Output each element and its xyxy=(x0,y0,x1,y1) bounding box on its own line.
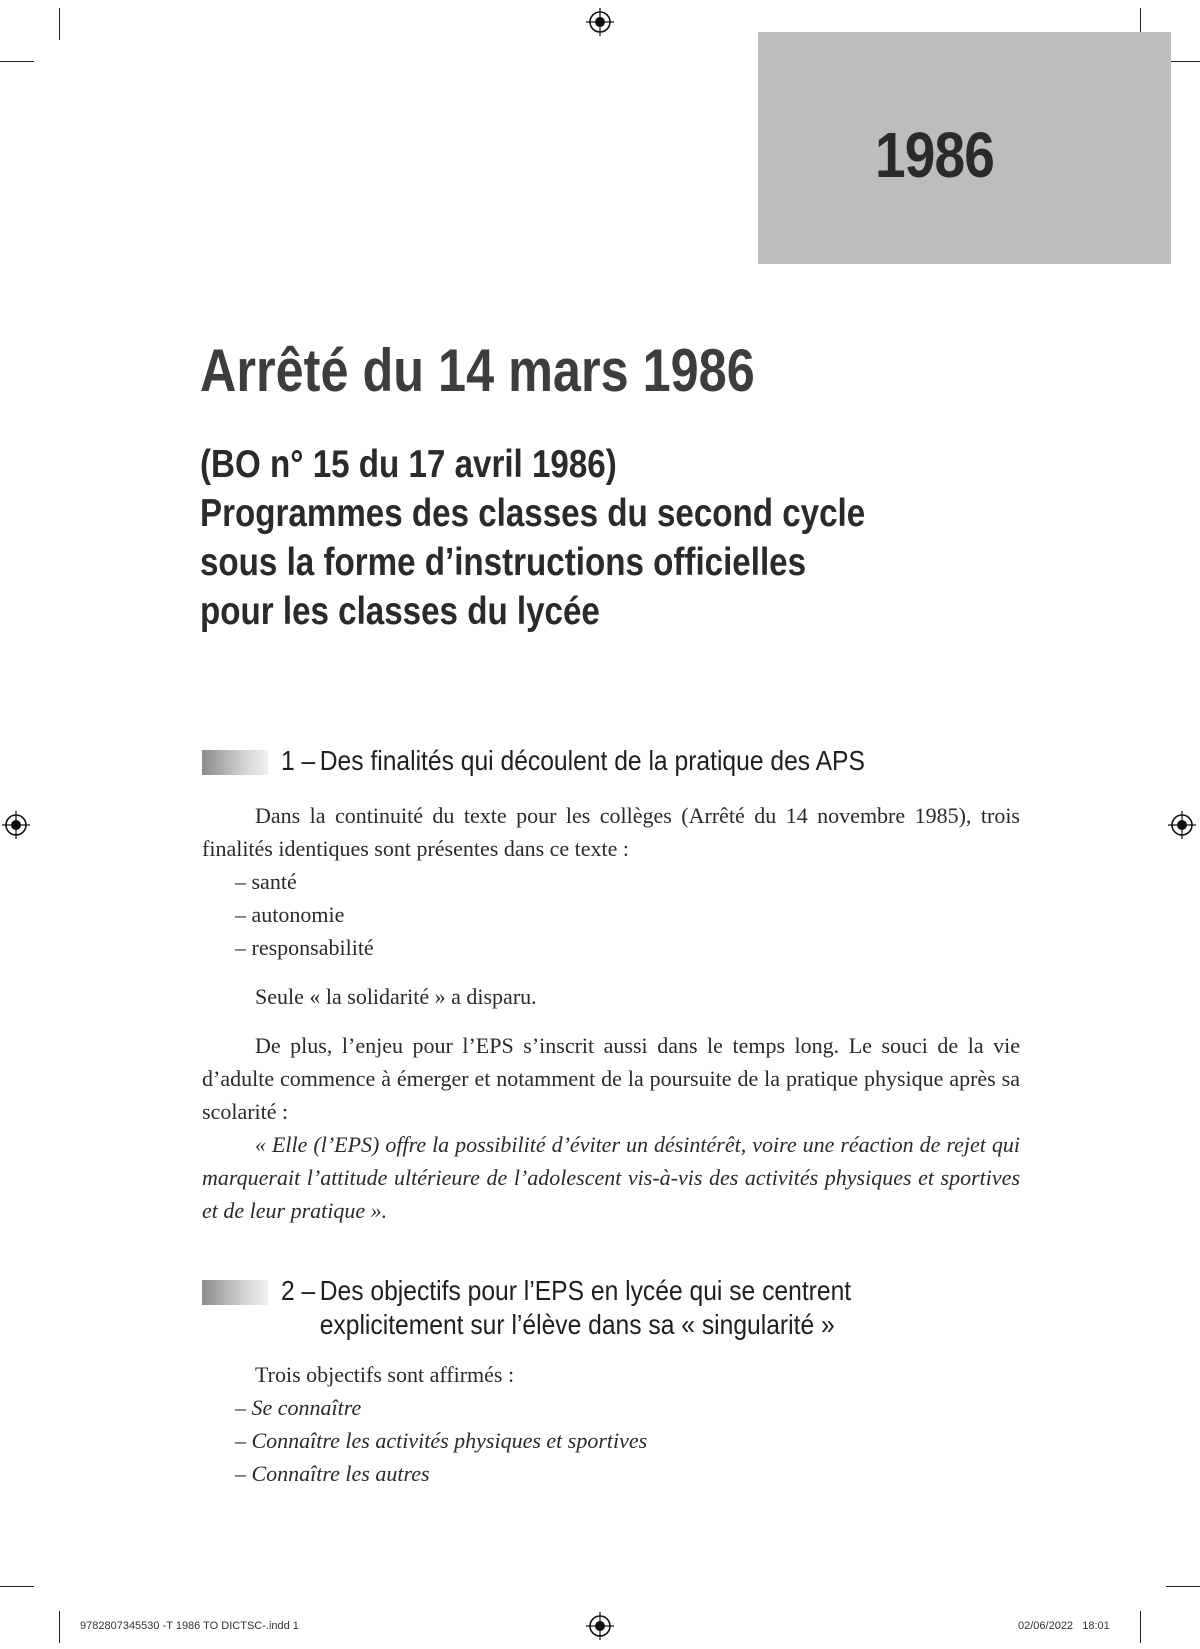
list-item: – Connaître les activités physiques et sportives xyxy=(235,1428,648,1453)
subtitle-line: pour les classes du lycée xyxy=(200,590,600,633)
crop-mark xyxy=(59,8,60,40)
subtitle-line: sous la forme d’instructions officielles xyxy=(200,541,807,584)
list-item: – autonomie xyxy=(235,902,345,927)
section-body xyxy=(202,799,1020,1227)
list-item: – Connaître les autres xyxy=(235,1461,430,1486)
registration-mark-icon xyxy=(2,811,30,839)
list-item: – responsabilité xyxy=(235,935,374,960)
year-label: 1986 xyxy=(875,119,995,191)
section-heading-line: Des finalités qui découlent de la pratique des APS xyxy=(319,745,865,776)
section-number: 1 – xyxy=(281,745,316,776)
subtitle-line: (BO n° 15 du 17 avril 1986) xyxy=(200,443,617,486)
crop-mark xyxy=(0,1586,34,1587)
crop-mark xyxy=(59,1611,60,1643)
crop-mark xyxy=(1166,1586,1200,1587)
section-heading xyxy=(281,1274,851,1342)
registration-mark-icon xyxy=(586,8,614,36)
paragraph: De plus, l’enjeu pour l’EPS s’inscrit aussi dans le temps long. Le souci de la vie d’adulte commence à émerger et notamment de la poursuite de la pratique physique après sa scolarité : xyxy=(202,1033,1020,1124)
paragraph: Seule « la solidarité » a disparu. xyxy=(255,984,537,1009)
footer-time: 18:01 xyxy=(1082,1620,1110,1632)
subtitle-line: Programmes des classes du second cycle xyxy=(200,492,866,535)
section-body xyxy=(202,1358,1020,1490)
section-marker xyxy=(202,1280,268,1305)
registration-mark-icon xyxy=(1168,811,1196,839)
crop-mark xyxy=(1140,1611,1141,1643)
section-number: 2 – xyxy=(281,1275,316,1306)
footer-file-info: 9782807345530 -T 1986 TO DICTSC-.indd 1 xyxy=(80,1620,299,1632)
list-item: – santé xyxy=(235,869,297,894)
page-subtitle xyxy=(200,440,865,636)
crop-mark xyxy=(1166,61,1200,62)
section-heading-line: explicitement sur l’élève dans sa « singularité » xyxy=(319,1309,835,1340)
list-item: – Se connaître xyxy=(235,1395,362,1420)
registration-mark-icon xyxy=(586,1612,614,1640)
section-marker xyxy=(202,750,268,775)
page-title: Arrêté du 14 mars 1986 xyxy=(200,337,755,404)
footer-date: 02/06/2022 xyxy=(1018,1620,1074,1632)
section-heading xyxy=(281,744,865,778)
paragraph: Dans la continuité du texte pour les collèges (Arrêté du 14 novembre 1985), trois finalités identiques sont présentes dans ce texte : xyxy=(202,803,1020,861)
footer-timestamp xyxy=(1018,1620,1110,1632)
paragraph: Trois objectifs sont affirmés : xyxy=(255,1362,515,1387)
quote: « Elle (l’EPS) offre la possibilité d’éviter un désintérêt, voire une réaction de rejet qui marquerait l’attitude ultérieure de l’adolescent vis-à-vis des activités physiques et sportives et de leur pratique ». xyxy=(202,1132,1020,1223)
section-heading-line: Des objectifs pour l’EPS en lycée qui se centrent xyxy=(319,1275,852,1306)
crop-mark xyxy=(0,61,34,62)
